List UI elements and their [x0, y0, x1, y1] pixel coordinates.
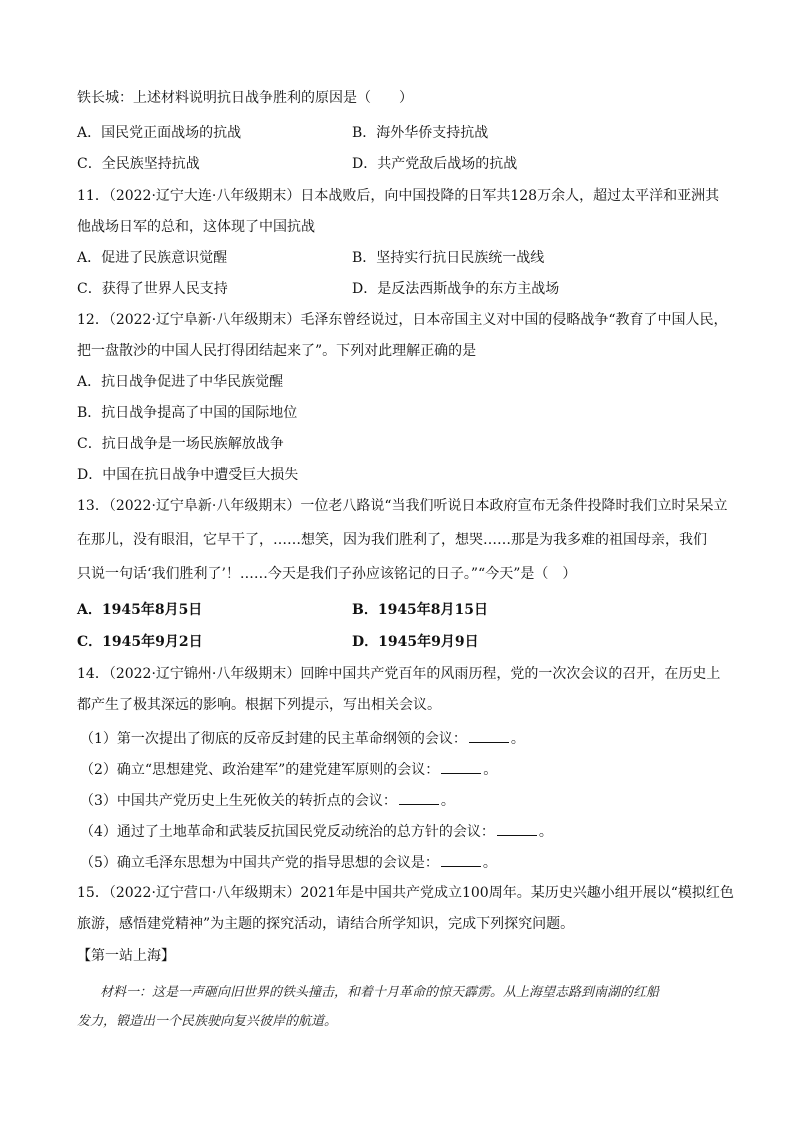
answer-blank[interactable]: [399, 790, 439, 805]
q11-option-a: A．促进了民族意识觉醒: [77, 250, 228, 266]
q10-option-b: B．海外华侨支持抗战: [352, 125, 489, 141]
q12-stem-line2: 把一盘散沙的中国人民打得团结起来了”。下列对此理解正确的是: [77, 343, 477, 359]
q14-sub-1-text: （1）第一次提出了彻底的反帝反封建的民主革命纲领的会议：: [80, 731, 467, 747]
q11-option-d: D．是反法西斯战争的东方主战场: [352, 281, 560, 297]
answer-blank[interactable]: [441, 852, 481, 867]
q15-material-line2: 发力，锻造出一个民族驶向复兴彼岸的航道。: [77, 1014, 338, 1029]
q11-option-c: C．获得了世界人民支持: [77, 281, 228, 297]
q14-sub-5-text: （5）确立毛泽东思想为中国共产党的指导思想的会议是：: [80, 855, 439, 871]
q14-sub-1: [80, 728, 525, 749]
q13-option-c: C．1945年9月2日: [77, 634, 203, 650]
q11-stem-line2: 他战场日军的总和，这体现了中国抗战: [77, 219, 315, 235]
q14-stem-line2: 都产生了极其深远的影响。根据下列提示，写出相关会议。: [77, 697, 441, 713]
q10-option-c: C．全民族坚持抗战: [77, 156, 200, 172]
q15-stem-line2: 旅游，感悟建党精神”为主题的探究活动，请结合所学知识，完成下列探究问题。: [77, 916, 575, 932]
q14-sub-5: [80, 852, 497, 873]
q10-option-a: A．国民党正面战场的抗战: [77, 125, 242, 141]
q14-sub-4: [80, 821, 553, 842]
q13-option-d: D．1945年9月9日: [352, 634, 479, 650]
q13-stem-line1: 13．（2022·辽宁阜新·八年级期末）一位老八路说“当我们听说日本政府宣布无条件投降时我们立时呆呆立: [77, 498, 728, 514]
answer-blank[interactable]: [497, 821, 537, 836]
q12-option-b: B．抗日战争提高了中国的国际地位: [77, 405, 298, 421]
period: 。: [483, 762, 498, 778]
answer-blank[interactable]: [469, 728, 509, 743]
answer-blank[interactable]: [441, 759, 481, 774]
q13-option-b: B．1945年8月15日: [352, 602, 489, 618]
q11-stem-line1: 11．（2022·辽宁大连·八年级期末）日本战败后，向中国投降的日军共128万余人，超过太平洋和亚洲其: [77, 188, 720, 204]
q14-sub-2-text: （2）确立“思想建党、政治建军”的建党建军原则的会议：: [80, 762, 440, 778]
q12-option-a: A．抗日战争促进了中华民族觉醒: [77, 374, 284, 390]
period: 。: [510, 731, 525, 747]
q11-option-b: B．坚持实行抗日民族统一战线: [352, 250, 545, 266]
q13-option-a: A．1945年8月5日: [77, 602, 203, 618]
q12-option-c: C．抗日战争是一场民族解放战争: [77, 436, 284, 452]
q13-stem-line2: 在那儿，没有眼泪，它早干了，……想笑，因为我们胜利了，想哭……那是为我多难的祖国母亲，我们: [77, 532, 707, 548]
q14-sub-3: [80, 790, 455, 811]
q15-stem-line1: 15．（2022·辽宁营口·八年级期末）2021年是中国共产党成立100周年。某历史兴趣小组开展以“模拟红色: [77, 885, 734, 901]
q15-material-line1: 材料一：这是一声砸向旧世界的铁头撞击，和着十月革命的惊天霹雳。从上海望志路到南湖的红船: [100, 985, 660, 1000]
q14-stem-line1: 14．（2022·辽宁锦州·八年级期末）回眸中国共产党百年的风雨历程，党的一次次会议的召开，在历史上: [77, 666, 721, 682]
q10-stem-tail: 铁长城：上述材料说明抗日战争胜利的原因是（ ）: [77, 90, 413, 106]
q14-sub-3-text: （3）中国共产党历史上生死攸关的转折点的会议：: [80, 793, 397, 809]
q10-option-d: D．共产党敌后战场的抗战: [352, 156, 518, 172]
period: 。: [538, 824, 553, 840]
q12-stem-line1: 12．（2022·辽宁阜新·八年级期末）毛泽东曾经说过，日本帝国主义对中国的侵略战争“教育了中国人民，: [77, 312, 728, 328]
q15-station-heading: 【第一站上海】: [77, 948, 175, 964]
q12-option-d: D．中国在抗日战争中遭受巨大损失: [77, 467, 299, 483]
q13-stem-line3: 只说一句话‘我们胜利了’！……今天是我们子孙应该铭记的日子。”“今天”是（ ）: [77, 566, 577, 582]
period: 。: [482, 855, 497, 871]
period: 。: [440, 793, 455, 809]
q14-sub-4-text: （4）通过了土地革命和武装反抗国民党反动统治的总方针的会议：: [80, 824, 495, 840]
q14-sub-2: [80, 759, 497, 780]
